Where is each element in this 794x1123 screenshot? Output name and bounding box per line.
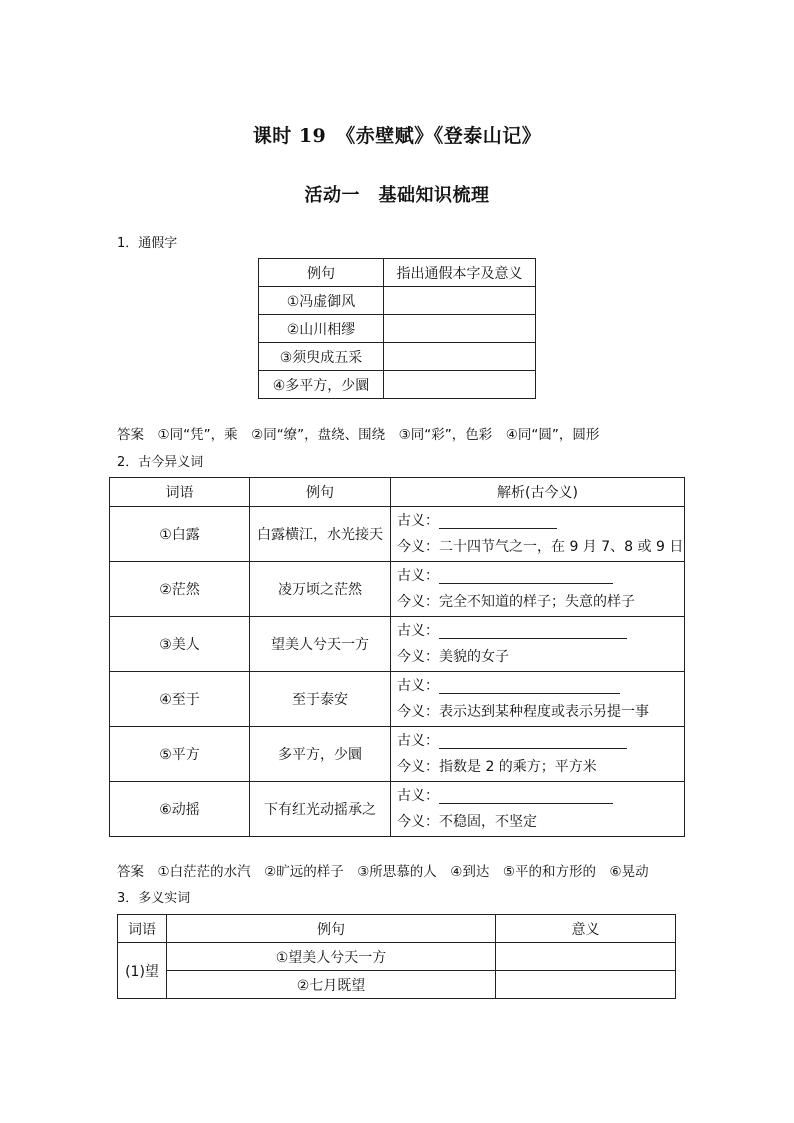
word-cell: ④至于	[110, 672, 250, 727]
duoyishici-table	[117, 914, 676, 999]
table-row	[110, 782, 685, 837]
word-cell: ②茫然	[110, 562, 250, 617]
word-cell: ⑤平方	[110, 727, 250, 782]
analysis-cell	[391, 782, 685, 837]
section1-heading: 1．通假字	[117, 236, 178, 251]
analysis-cell	[391, 507, 685, 562]
gu-label: 古义：	[397, 568, 439, 584]
header-word: 词语	[118, 915, 167, 943]
word-cell: ⑥动摇	[110, 782, 250, 837]
answer-blank[interactable]	[439, 569, 613, 584]
answer-blank[interactable]	[439, 734, 627, 749]
answer-cell[interactable]	[496, 971, 676, 999]
jin-meaning: 今义：表示达到某种程度或表示另提一事	[397, 704, 649, 720]
table-header-row	[118, 915, 676, 943]
answer-cell[interactable]	[384, 315, 536, 343]
example-cell: ④多平方，少圜	[259, 371, 384, 399]
answer-blank[interactable]	[439, 514, 557, 529]
answer-blank[interactable]	[439, 624, 627, 639]
example-cell: 白露横江，水光接天	[250, 507, 391, 562]
table-row	[118, 971, 676, 999]
analysis-cell	[391, 617, 685, 672]
section1-answer: 答案 ①同“凭”，乘 ②同“缭”，盘绕、围绕 ③同“彩”，色彩 ④同“圆”，圆形	[117, 427, 600, 443]
analysis-cell	[391, 562, 685, 617]
header-word: 词语	[110, 478, 250, 507]
example-cell: 凌万顷之茫然	[250, 562, 391, 617]
table-row	[259, 343, 536, 371]
analysis-cell	[391, 672, 685, 727]
word-cell: (1)望	[118, 943, 167, 999]
section2-heading: 2．古今异义词	[117, 455, 204, 470]
section3-heading: 3．多义实词	[117, 891, 191, 906]
table-row	[110, 562, 685, 617]
table-header-row	[259, 259, 536, 287]
gujinyiyi-table	[109, 477, 685, 837]
gu-label: 古义：	[397, 733, 439, 749]
table-header-row	[110, 478, 685, 507]
example-cell: ②山川相缪	[259, 315, 384, 343]
page-title: 课时 19 《赤壁赋》《登泰山记》	[252, 125, 542, 147]
answer-cell[interactable]	[384, 287, 536, 315]
tongjiazi-table	[258, 258, 536, 399]
gu-label: 古义：	[397, 788, 439, 804]
section2-answer: 答案 ①白茫茫的水汽 ②旷远的样子 ③所思慕的人 ④到达 ⑤平的和方形的 ⑥晃动	[117, 864, 649, 880]
table-row	[110, 727, 685, 782]
example-cell: 多平方，少圜	[250, 727, 391, 782]
analysis-cell	[391, 727, 685, 782]
header-example: 例句	[250, 478, 391, 507]
header-meaning: 意义	[496, 915, 676, 943]
table-row	[110, 672, 685, 727]
example-cell: 至于泰安	[250, 672, 391, 727]
word-cell: ③美人	[110, 617, 250, 672]
table-row	[259, 315, 536, 343]
jin-meaning: 今义：完全不知道的样子；失意的样子	[397, 594, 635, 610]
table-row	[110, 507, 685, 562]
header-meaning: 指出通假本字及意义	[384, 259, 536, 287]
example-cell: ①望美人兮天一方	[167, 943, 496, 971]
answer-cell[interactable]	[496, 943, 676, 971]
example-cell: ③须臾成五采	[259, 343, 384, 371]
gu-label: 古义：	[397, 678, 439, 694]
header-analysis: 解析(古今义)	[391, 478, 685, 507]
answer-blank[interactable]	[439, 679, 620, 694]
answer-blank[interactable]	[439, 789, 613, 804]
table-row	[259, 287, 536, 315]
example-cell: ②七月既望	[167, 971, 496, 999]
word-cell: ①白露	[110, 507, 250, 562]
jin-meaning: 今义：美貌的女子	[397, 649, 509, 665]
example-cell: 下有红光动摇承之	[250, 782, 391, 837]
table-row	[118, 943, 676, 971]
answer-cell[interactable]	[384, 371, 536, 399]
section-subtitle: 活动一 基础知识梳理	[304, 185, 490, 206]
gu-label: 古义：	[397, 623, 439, 639]
example-cell: 望美人兮天一方	[250, 617, 391, 672]
example-cell: ①冯虚御风	[259, 287, 384, 315]
table-row	[259, 371, 536, 399]
header-example: 例句	[167, 915, 496, 943]
jin-meaning: 今义：二十四节气之一，在 9 月 7、8 或 9 日	[397, 539, 684, 555]
table-row	[110, 617, 685, 672]
jin-meaning: 今义：不稳固，不坚定	[397, 814, 537, 830]
answer-cell[interactable]	[384, 343, 536, 371]
jin-meaning: 今义：指数是 2 的乘方；平方米	[397, 759, 597, 775]
header-example: 例句	[259, 259, 384, 287]
gu-label: 古义：	[397, 513, 439, 529]
